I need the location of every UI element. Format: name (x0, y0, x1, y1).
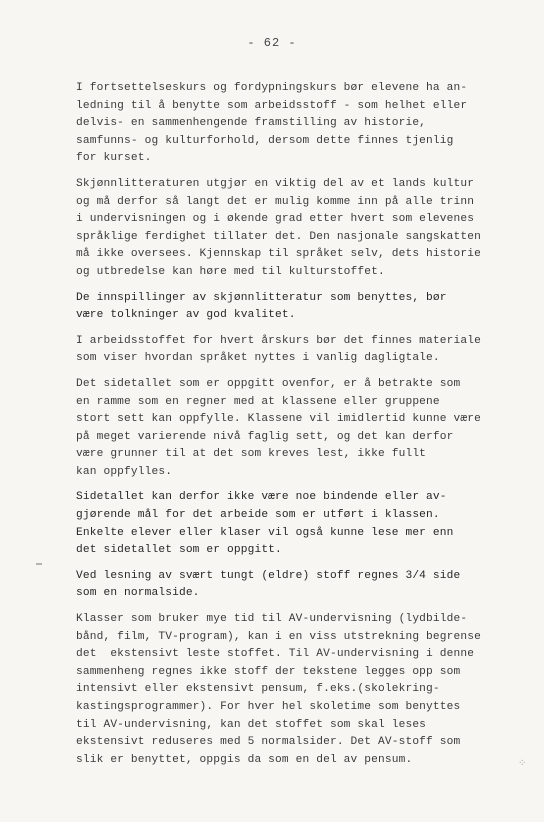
text-line: som en normalside. (76, 587, 200, 600)
text-line: De innspillinger av skjønnlitteratur som benyttes, bør (76, 291, 447, 304)
text-line: Sidetallet kan derfor ikke være noe bindende eller av- (76, 491, 447, 504)
paragraph-not-binding (76, 489, 516, 559)
text-line: sammenheng regnes ikke stoff der tekstene legges opp som (76, 665, 461, 678)
paragraph-literature (76, 176, 516, 282)
paragraph-page-count (76, 376, 516, 482)
text-line: være grunner til at det som kreves lest, ikke fullt (76, 448, 427, 461)
text-line: stort sett kan oppfylle. Klassene vil imidlertid kunne være (76, 413, 481, 426)
text-line: språklige ferdighet tillater det. Den nasjonale sangskatten (76, 230, 481, 243)
text-line: og utbredelse kan høre med til kulturstoffet. (76, 265, 385, 278)
text-line: I fortsettelseskurs og fordypningskurs bør elevene ha an- (76, 82, 468, 94)
paragraph-intro (76, 80, 516, 168)
text-line: samfunns- og kulturforhold, dersom dette finnes tjenlig (76, 134, 454, 147)
text-line: Enkelte elever eller klaser vil også kunne lese mer enn (76, 526, 454, 539)
text-line: kastingsprogrammer). For hver hel skoletime som benyttes (76, 701, 461, 713)
text-line: til AV-undervisning, kan det stoffet som skal leses (76, 718, 427, 731)
text-line: bånd, film, TV-program), kan i en viss utstrekning begrense (76, 630, 481, 643)
margin-mark (36, 563, 42, 565)
text-line: intensivt eller ekstensivt pensum, f.eks.(skolekring- (76, 683, 440, 696)
paragraph-heavy-text (76, 568, 516, 603)
text-line: som viser hvordan språket nyttes i vanlig dagligtale. (76, 352, 440, 365)
text-line: Klasser som bruker mye tid til AV-undervisning (lydbilde- (76, 613, 468, 626)
text-line: på meget varierende nivå faglig sett, og det kan derfor (76, 430, 454, 443)
text-line: Ved lesning av svært tungt (eldre) stoff regnes 3/4 side (76, 569, 461, 582)
text-line: må ikke oversees. Kjennskap til språket selv, dets historie (76, 248, 481, 261)
text-line: for kurset. (76, 152, 152, 165)
paragraph-av-teaching (76, 611, 516, 769)
paragraph-everyday-language (76, 333, 516, 368)
text-line: slik er benyttet, oppgis da som en del av pensum. (76, 753, 413, 766)
text-line: ekstensivt reduseres med 5 normalsider. Det AV-stoff som (76, 736, 461, 749)
text-line: en ramme som en regner med at klassene eller gruppene (76, 395, 440, 408)
page-number: - 62 - (247, 36, 297, 50)
paragraph-recordings (76, 290, 516, 325)
text-line: være tolkninger av god kvalitet. (76, 309, 296, 322)
text-line: i undervisningen og i økende grad etter hvert som elevenes (76, 213, 475, 226)
text-line: det ekstensivt leste stoffet. Til AV-undervisning i denne (76, 648, 475, 661)
text-line: Det sidetallet som er oppgitt ovenfor, er å betrakte som (76, 377, 461, 390)
text-line: delvis- en sammenhengende framstilling av historie, (76, 117, 427, 130)
corner-smudge: ⁘ (518, 759, 527, 770)
text-line: det sidetallet som er oppgitt. (76, 544, 282, 557)
text-line: ledning til å benytte som arbeidsstoff - som helhet eller (76, 99, 468, 112)
text-line: I arbeidsstoffet for hvert årskurs bør det finnes materiale (76, 334, 481, 347)
body-text (76, 80, 516, 777)
text-line: gjørende mål for det arbeide som er utført i klassen. (76, 509, 440, 522)
text-line: kan oppfylles. (76, 465, 173, 478)
text-line: og må derfor så langt det er mulig komme inn på alle trinn (76, 195, 475, 208)
text-line: Skjønnlitteraturen utgjør en viktig del av et lands kultur (76, 177, 475, 190)
